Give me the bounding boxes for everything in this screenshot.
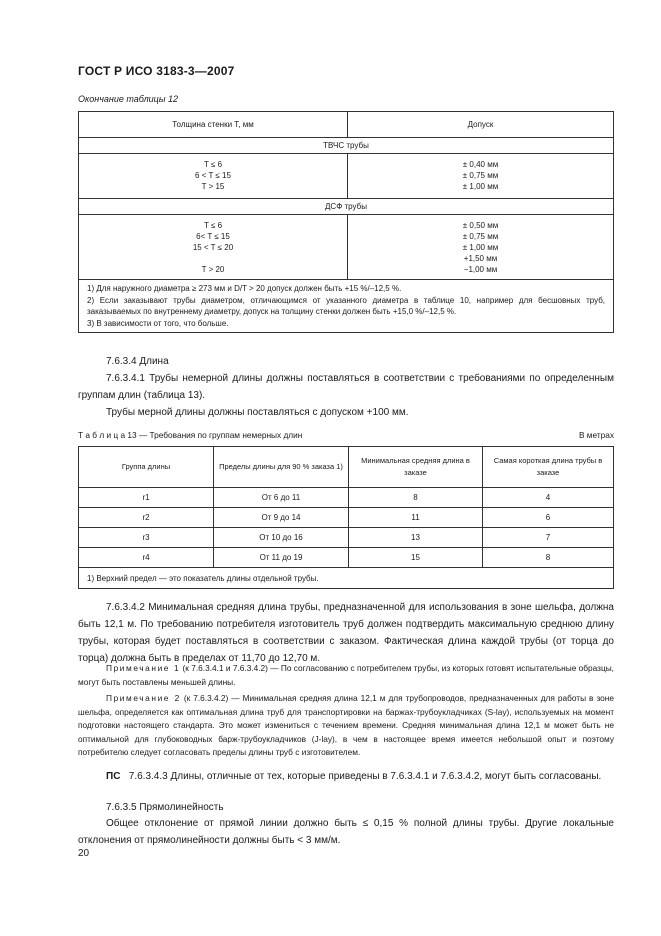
paragraph: Трубы мерной длины должны поставляться с допуском +100 мм. xyxy=(106,407,409,418)
note-label: Примечание 2 xyxy=(106,693,181,703)
table-header-row xyxy=(79,112,614,138)
table-footnote: 1) Верхний предел — это показатель длины отдельной трубы. xyxy=(79,568,614,589)
thickness-value: T > 20 xyxy=(201,265,225,274)
note-text: (к 7.6.3.4.2) — Минимальная средняя длина 12,1 м для трубопроводов, предназначенных для работы в зоне шельфа, определяется как оптимальная длина труб для транспортировки на баржах-трубоукладчиках (S-lay), используемых на момент подготовки настоящего стандарта. Это может измениться с течением времени. Средняя минимальная длина 12,1 м может быть не оптимальной для глубоководных барж-трубоукладчиков (J-lay), в чем в настоящее время имеется небольшой опыт и поэтому потребителю следует согласовать пределы длины труб с изготовителем. xyxy=(78,693,614,757)
tolerance-column xyxy=(348,215,614,280)
paragraph: 7.6.3.4.1 Трубы немерной длины должны поставляться в соответствии с требованиями по определенным группам длин (таблица 13). xyxy=(78,373,614,401)
table-row xyxy=(79,508,614,528)
header-cell: Пределы длины для 90 % заказа 1) xyxy=(214,447,349,488)
tolerance-value: ± 1,00 мм xyxy=(462,182,499,191)
note-text: (к 7.6.3.4.1 и 7.6.3.4.2) — По согласованию с потребителем трубы, из которых готовят испытательные образцы, могут быть поставлены меньшей длины. xyxy=(78,663,614,687)
note-1 xyxy=(78,662,614,689)
thickness-value: T > 15 xyxy=(201,182,225,191)
table-cell: r3 xyxy=(79,528,214,548)
thickness-column xyxy=(79,154,348,199)
header-cell: Самая короткая длина трубы в заказе xyxy=(483,447,614,488)
tolerance-value: −1,00 мм xyxy=(463,265,498,274)
note-2 xyxy=(78,692,614,760)
table-13 xyxy=(78,446,614,589)
header-cell: Группа длины xyxy=(79,447,214,488)
table-cell: От 9 до 14 xyxy=(214,508,349,528)
tolerance-value: +1,50 мм xyxy=(463,254,498,263)
group-title-dsf: ДСФ трубы xyxy=(79,199,614,215)
paragraph-pc xyxy=(78,768,614,785)
table-row xyxy=(79,488,614,508)
thickness-value: 6 < T ≤ 15 xyxy=(195,171,231,180)
header-thickness: Толщина стенки T, мм xyxy=(79,112,348,138)
section-heading-length: 7.6.3.4 Длина xyxy=(106,356,169,367)
footnote: 1) Для наружного диаметра ≥ 273 мм и D/T > 20 допуск должен быть +15 %/–12,5 %. xyxy=(87,284,402,293)
tolerance-value: ± 0,75 мм xyxy=(462,232,499,241)
footnote: 3) В зависимости от того, что больше. xyxy=(87,318,229,328)
group-rows-tvchs xyxy=(79,154,614,199)
table-row xyxy=(79,548,614,568)
table-cell: 8 xyxy=(349,488,483,508)
thickness-value: T ≤ 6 xyxy=(203,160,223,169)
tolerance-column xyxy=(348,154,614,199)
group-title-tvchs: ТВЧС трубы xyxy=(79,138,614,154)
pc-marker: ПС xyxy=(106,771,121,782)
table-cell: r1 xyxy=(79,488,214,508)
paragraph: Общее отклонение от прямой линии должно быть ≤ 0,15 % полной длины трубы. Другие локальные отклонения от прямолинейности должны быть < 3 мм/м. xyxy=(78,818,614,846)
table-13-caption: Т а б л и ц а 13 — Требования по группам немерных длин xyxy=(78,430,303,440)
table-footnotes xyxy=(79,280,614,333)
table-13-units: В метрах xyxy=(578,430,614,440)
tolerance-value: ± 0,75 мм xyxy=(462,171,499,180)
note-label: Примечание 1 xyxy=(106,663,181,673)
table-cell: 8 xyxy=(483,548,614,568)
table-row xyxy=(79,528,614,548)
group-rows-dsf xyxy=(79,215,614,280)
paragraph-text: 7.6.3.4.3 Длины, отличные от тех, которые приведены в 7.6.3.4.1 и 7.6.3.4.2, могут быть согласованы. xyxy=(128,771,602,782)
thickness-value xyxy=(79,253,347,264)
table-cell: От 11 до 19 xyxy=(214,548,349,568)
page-number: 20 xyxy=(78,848,90,859)
tolerance-value: ± 1,00 мм xyxy=(462,243,499,252)
thickness-value: T ≤ 6 xyxy=(203,221,223,230)
table-cell: 15 xyxy=(349,548,483,568)
section-heading-straightness: 7.6.3.5 Прямолинейность xyxy=(106,802,224,813)
thickness-column xyxy=(79,215,348,280)
table-continuation-label: Окончание таблицы 12 xyxy=(78,94,178,104)
thickness-value: 15 < T ≤ 20 xyxy=(192,243,234,252)
header-tolerance: Допуск xyxy=(348,112,614,138)
tolerance-value: ± 0,50 мм xyxy=(462,221,499,230)
table-cell: От 6 до 11 xyxy=(214,488,349,508)
table-cell: 11 xyxy=(349,508,483,528)
document-header: ГОСТ Р ИСО 3183-3—2007 xyxy=(78,64,235,78)
table-12 xyxy=(78,111,614,333)
table-cell: 6 xyxy=(483,508,614,528)
tolerance-value: ± 0,40 мм xyxy=(462,160,499,169)
table-cell: 7 xyxy=(483,528,614,548)
table-cell: От 10 до 16 xyxy=(214,528,349,548)
table-cell: 4 xyxy=(483,488,614,508)
thickness-value: 6< T ≤ 15 xyxy=(196,232,230,241)
header-cell: Минимальная средняя длина в заказе xyxy=(349,447,483,488)
paragraph: 7.6.3.4.2 Минимальная средняя длина трубы, предназначенной для использования в зоне шельфа, должна быть 12,1 м. По требованию потребителя изготовитель труб должен подтвердить максимальную среднюю длину трубы, которая будет поставляться в соответствии с заказом. Фактическая длина каждой трубы (от торца до торца) должна быть в пределах от 11,70 до 12,70 м. xyxy=(78,602,614,664)
footnote: 2) Если заказывают трубы диаметром, отличающимся от указанного диаметра в таблице 10, например для бесшовных труб, заказываемых по внутреннему диаметру, допуск на толщину стенки должен быть +15,0 %/–12,5 %. xyxy=(87,295,605,316)
table-header-row xyxy=(79,447,614,488)
table-cell: r2 xyxy=(79,508,214,528)
table-cell: r4 xyxy=(79,548,214,568)
table-cell: 13 xyxy=(349,528,483,548)
